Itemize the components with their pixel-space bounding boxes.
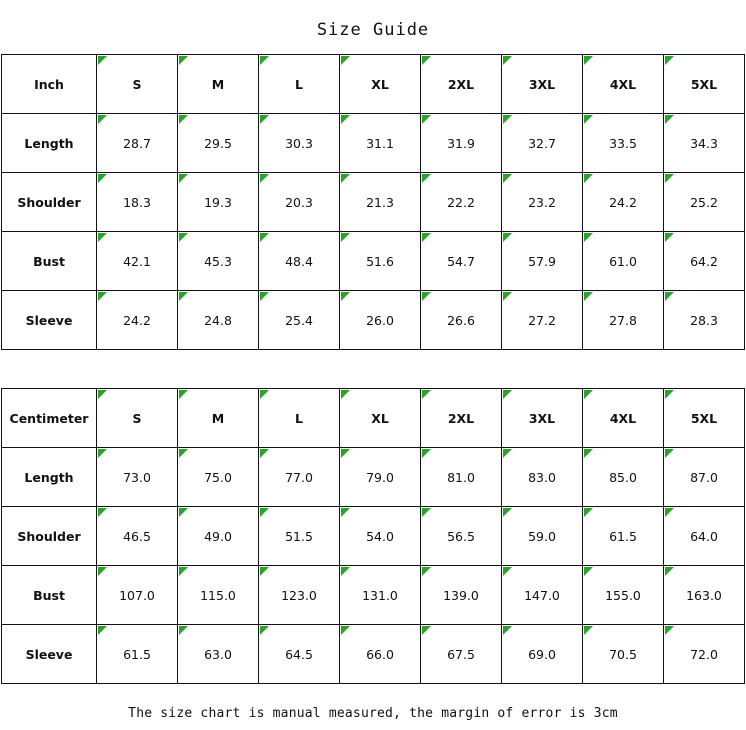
cell-bust-3xl: 57.9 <box>502 232 583 291</box>
cell-bust-2xl: 54.7 <box>421 232 502 291</box>
cell-shoulder-m: 49.0 <box>178 507 259 566</box>
cell-sleeve-2xl: 26.6 <box>421 291 502 350</box>
table-row <box>2 566 745 625</box>
cell-length-3xl: 32.7 <box>502 114 583 173</box>
cell-bust-s: 42.1 <box>97 232 178 291</box>
cell-shoulder-s: 46.5 <box>97 507 178 566</box>
cell-sleeve-s: 24.2 <box>97 291 178 350</box>
cell-shoulder-m: 19.3 <box>178 173 259 232</box>
column-header-2xl: 2XL <box>421 55 502 114</box>
column-header-2xl: 2XL <box>421 389 502 448</box>
cell-sleeve-5xl: 28.3 <box>664 291 745 350</box>
row-label-shoulder: Shoulder <box>2 173 97 232</box>
centimeter-size-table <box>1 388 745 684</box>
column-header-4xl: 4XL <box>583 55 664 114</box>
cell-bust-l: 123.0 <box>259 566 340 625</box>
row-label-shoulder: Shoulder <box>2 507 97 566</box>
cell-length-4xl: 33.5 <box>583 114 664 173</box>
cell-bust-l: 48.4 <box>259 232 340 291</box>
cell-bust-3xl: 147.0 <box>502 566 583 625</box>
cell-length-2xl: 31.9 <box>421 114 502 173</box>
table-row <box>2 291 745 350</box>
inch-table-wrapper <box>0 54 746 350</box>
cell-sleeve-5xl: 72.0 <box>664 625 745 684</box>
row-label-bust: Bust <box>2 232 97 291</box>
cell-sleeve-3xl: 27.2 <box>502 291 583 350</box>
cell-shoulder-4xl: 61.5 <box>583 507 664 566</box>
table-row <box>2 448 745 507</box>
cell-sleeve-2xl: 67.5 <box>421 625 502 684</box>
column-header-l: L <box>259 389 340 448</box>
cell-length-5xl: 34.3 <box>664 114 745 173</box>
cell-length-4xl: 85.0 <box>583 448 664 507</box>
cell-shoulder-4xl: 24.2 <box>583 173 664 232</box>
column-header-l: L <box>259 55 340 114</box>
row-label-sleeve: Sleeve <box>2 625 97 684</box>
cell-length-xl: 79.0 <box>340 448 421 507</box>
cell-sleeve-l: 25.4 <box>259 291 340 350</box>
cell-sleeve-l: 64.5 <box>259 625 340 684</box>
cell-sleeve-4xl: 70.5 <box>583 625 664 684</box>
table-row <box>2 114 745 173</box>
cell-bust-xl: 51.6 <box>340 232 421 291</box>
cell-shoulder-2xl: 56.5 <box>421 507 502 566</box>
table-row <box>2 625 745 684</box>
column-header-5xl: 5XL <box>664 55 745 114</box>
row-label-sleeve: Sleeve <box>2 291 97 350</box>
cell-shoulder-5xl: 25.2 <box>664 173 745 232</box>
cell-sleeve-xl: 26.0 <box>340 291 421 350</box>
table-row <box>2 173 745 232</box>
column-header-xl: XL <box>340 389 421 448</box>
cell-shoulder-s: 18.3 <box>97 173 178 232</box>
cell-length-s: 73.0 <box>97 448 178 507</box>
unit-header-centimeter: Centimeter <box>2 389 97 448</box>
cell-length-l: 30.3 <box>259 114 340 173</box>
cell-sleeve-m: 24.8 <box>178 291 259 350</box>
table-header-row <box>2 55 745 114</box>
cell-length-2xl: 81.0 <box>421 448 502 507</box>
cell-shoulder-l: 51.5 <box>259 507 340 566</box>
column-header-5xl: 5XL <box>664 389 745 448</box>
cell-shoulder-l: 20.3 <box>259 173 340 232</box>
cell-shoulder-5xl: 64.0 <box>664 507 745 566</box>
table-row <box>2 232 745 291</box>
cell-bust-s: 107.0 <box>97 566 178 625</box>
cell-bust-5xl: 64.2 <box>664 232 745 291</box>
column-header-3xl: 3XL <box>502 389 583 448</box>
cell-bust-2xl: 139.0 <box>421 566 502 625</box>
cell-shoulder-xl: 54.0 <box>340 507 421 566</box>
cell-length-l: 77.0 <box>259 448 340 507</box>
page-title: Size Guide <box>316 20 430 40</box>
column-header-s: S <box>97 389 178 448</box>
cell-sleeve-xl: 66.0 <box>340 625 421 684</box>
cell-shoulder-2xl: 22.2 <box>421 173 502 232</box>
measurement-disclaimer: The size chart is manual measured, the margin of error is 3cm <box>128 706 618 721</box>
column-header-s: S <box>97 55 178 114</box>
row-label-length: Length <box>2 114 97 173</box>
cell-bust-4xl: 61.0 <box>583 232 664 291</box>
column-header-m: M <box>178 389 259 448</box>
cell-bust-m: 115.0 <box>178 566 259 625</box>
unit-header-inch: Inch <box>2 55 97 114</box>
cell-sleeve-s: 61.5 <box>97 625 178 684</box>
row-label-length: Length <box>2 448 97 507</box>
cell-bust-4xl: 155.0 <box>583 566 664 625</box>
column-header-xl: XL <box>340 55 421 114</box>
cell-bust-m: 45.3 <box>178 232 259 291</box>
cell-length-5xl: 87.0 <box>664 448 745 507</box>
cell-bust-5xl: 163.0 <box>664 566 745 625</box>
cell-length-xl: 31.1 <box>340 114 421 173</box>
column-header-m: M <box>178 55 259 114</box>
inch-size-table <box>1 54 745 350</box>
cell-length-m: 75.0 <box>178 448 259 507</box>
table-separator <box>0 350 746 388</box>
cell-shoulder-3xl: 59.0 <box>502 507 583 566</box>
column-header-4xl: 4XL <box>583 389 664 448</box>
centimeter-table-wrapper <box>0 388 746 684</box>
cell-length-m: 29.5 <box>178 114 259 173</box>
cell-sleeve-4xl: 27.8 <box>583 291 664 350</box>
row-label-bust: Bust <box>2 566 97 625</box>
cell-shoulder-xl: 21.3 <box>340 173 421 232</box>
cell-length-s: 28.7 <box>97 114 178 173</box>
column-header-3xl: 3XL <box>502 55 583 114</box>
table-row <box>2 507 745 566</box>
cell-shoulder-3xl: 23.2 <box>502 173 583 232</box>
cell-sleeve-3xl: 69.0 <box>502 625 583 684</box>
table-header-row <box>2 389 745 448</box>
cell-length-3xl: 83.0 <box>502 448 583 507</box>
cell-sleeve-m: 63.0 <box>178 625 259 684</box>
cell-bust-xl: 131.0 <box>340 566 421 625</box>
